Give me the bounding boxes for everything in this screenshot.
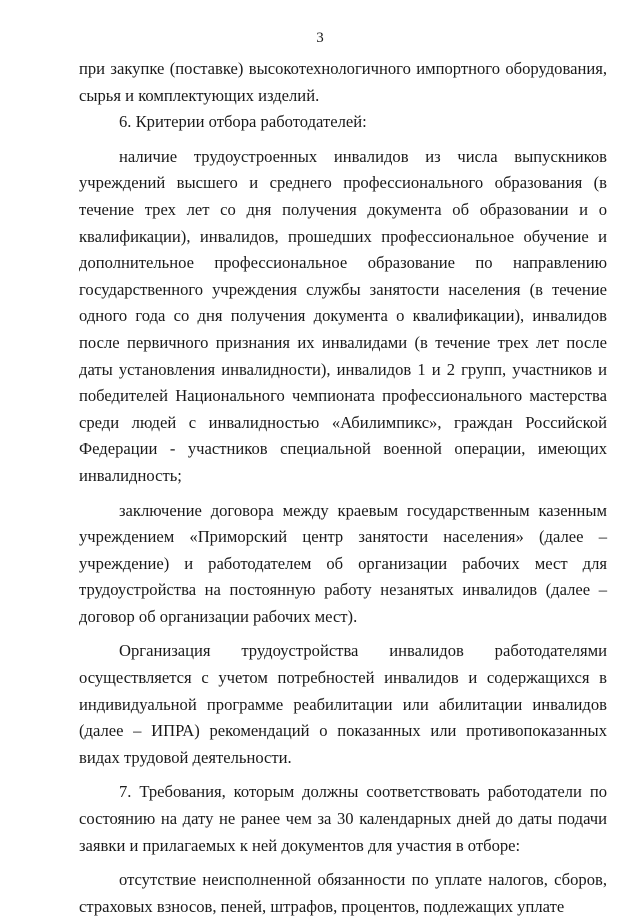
paragraph-employment-organization: Организация трудоустройства инвалидов работодателями осуществляется с учетом потребностей инвалидов и содержащихся в индивидуальной программе реабилитации или абилитации инвалидов (далее – ИПРА) рекомендаций о показанных или противопоказанных видах трудовой деятельности. <box>79 641 607 767</box>
paragraph-criterion-employed-disabled: наличие трудоустроенных инвалидов из числа выпускников учреждений высшего и среднего профессионального образования (в течение трех лет со дня получения документа об образовании и о квалификации), инвалидов, прошедших профессиональное обучение и дополнительное профессиональное образование по направлению государственного учреждения службы занятости населения (в течение одного года со дня получения документа о квалификации), инвалидов после первичного признания их инвалидами (в течение трех лет после даты установления инвалидности), инвалидов 1 и 2 групп, участников и победителей Национального чемпионата профессионального мастерства среди людей с инвалидностью «Абилимпикс», граждан Российской Федерации - участников специальной военной операции, имеющих инвалидность; <box>79 146 607 485</box>
paragraph-section-7-heading: 7. Требования, которым должны соответствовать работодатели по состоянию на дату не ранее чем за 30 календарных дней до даты подачи заявки и прилагаемых к ней документов для участия в отборе: <box>79 782 607 855</box>
paragraph-section-6-heading: 6. Критерии отбора работодателей: <box>119 112 367 132</box>
page-number: 3 <box>316 30 324 46</box>
paragraph-criterion-contract: заключение договора между краевым государственным казенным учреждением «Приморский центр занятости населения» (далее – учреждение) и работодателем об организации рабочих мест для трудоустройства на постоянную работу незанятых инвалидов (далее – договор об организации рабочих мест). <box>79 500 607 626</box>
paragraph-requirement-no-tax-debt: отсутствие неисполненной обязанности по уплате налогов, сборов, страховых взносов, пеней, штрафов, процентов, подлежащих уплате <box>79 870 607 916</box>
document-body <box>79 56 607 920</box>
paragraph-continuation: при закупке (поставке) высокотехнологичного импортного оборудования, сырья и комплектующих изделий. <box>79 59 607 105</box>
